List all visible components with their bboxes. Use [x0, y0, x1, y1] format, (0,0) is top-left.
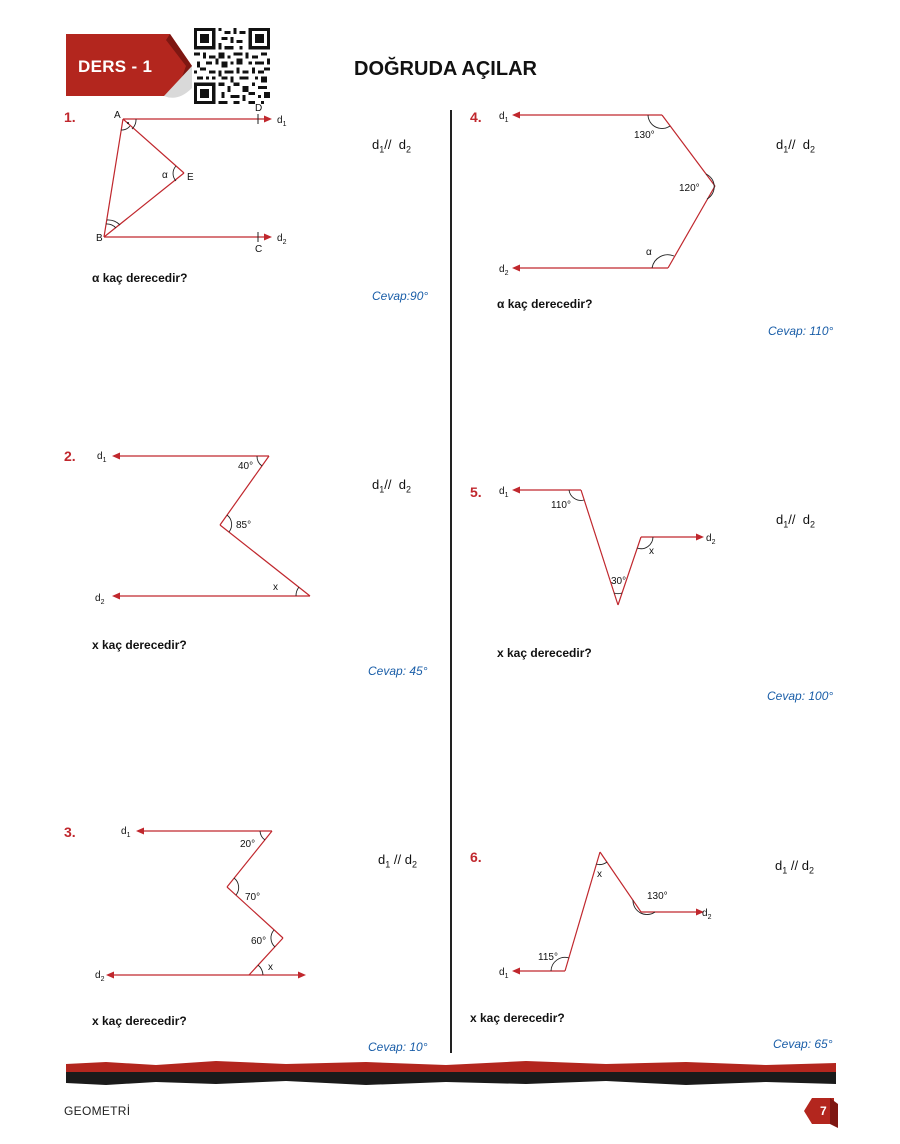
page-number: 7 — [820, 1104, 827, 1118]
d2-label: $d_2$ — [95, 593, 105, 606]
problem-6-condition: $d_1 // d_2$ — [775, 858, 814, 876]
qr-code[interactable] — [194, 28, 270, 104]
d1-label: $d_1$ — [499, 111, 509, 124]
page-title: DOĞRUDA AÇILAR — [354, 58, 537, 80]
problem-5-figure — [490, 478, 730, 618]
problem-5-condition: $d_1//$ $d_2$ — [776, 512, 815, 530]
problem-6-question: x kaç derecedir? — [470, 1011, 565, 1025]
d2-label: $d_2$ — [702, 908, 712, 921]
x-label: x — [268, 962, 273, 973]
problem-5-question: x kaç derecedir? — [497, 646, 592, 660]
d1-label: $d_1$ — [121, 826, 131, 839]
problem-6-number: 6. — [470, 849, 482, 865]
d1-label: $d_1$ — [277, 115, 287, 128]
angle-85-label: 85° — [236, 520, 252, 531]
x-label: x — [273, 582, 278, 593]
problem-3-figure — [90, 820, 320, 990]
angle-130-label: 130° — [634, 130, 655, 141]
angle-110-label: 110° — [551, 500, 571, 511]
problem-2-number: 2. — [64, 448, 76, 464]
problem-2-answer: Cevap: 45° — [368, 664, 428, 678]
d2-label: $d_2$ — [706, 533, 716, 546]
d2-label: $d_2$ — [499, 264, 509, 277]
d1-label: $d_1$ — [97, 451, 107, 464]
x-label: x — [649, 546, 654, 557]
problem-5-answer: Cevap: 100° — [767, 689, 834, 703]
angle-120-label: 120° — [679, 183, 700, 194]
problem-4-figure — [490, 104, 730, 284]
problem-3-number: 3. — [64, 824, 76, 840]
x-label: x — [597, 869, 602, 880]
problem-4-answer: Cevap: 110° — [768, 324, 834, 338]
d1-label: $d_1$ — [499, 486, 509, 499]
angle-70-label: 70° — [245, 892, 261, 903]
problem-3-answer: Cevap: 10° — [368, 1040, 428, 1054]
problem-1-question: α kaç derecedir? — [92, 271, 188, 285]
d1-label: $d_1$ — [499, 967, 509, 980]
problem-1-answer: Cevap:90° — [372, 289, 429, 303]
d2-label: $d_2$ — [277, 233, 287, 246]
angle-130-label: 130° — [647, 891, 668, 902]
angle-20-label: 20° — [240, 839, 256, 850]
problem-5-number: 5. — [470, 484, 482, 500]
problem-4-number: 4. — [470, 109, 482, 125]
point-d-label: D — [255, 103, 263, 114]
footer-band — [66, 1058, 836, 1090]
point-e-label: E — [187, 172, 194, 183]
column-divider — [450, 110, 452, 1053]
problem-1-figure — [80, 100, 310, 260]
problem-3-question: x kaç derecedir? — [92, 1014, 187, 1028]
angle-60-label: 60° — [251, 936, 267, 947]
problem-1-number: 1. — [64, 109, 76, 125]
problem-6-figure — [490, 840, 730, 990]
lesson-label: DERS - 1 — [78, 57, 153, 76]
problem-2-question: x kaç derecedir? — [92, 638, 187, 652]
point-b-label: B — [96, 233, 103, 244]
angle-30-label: 30° — [611, 576, 627, 587]
angle-115-label: 115° — [538, 952, 558, 963]
footer-subject: GEOMETRİ — [64, 1104, 131, 1118]
problem-4-question: α kaç derecedir? — [497, 297, 593, 311]
problem-6-answer: Cevap: 65° — [773, 1037, 833, 1051]
alpha-label: α — [162, 170, 168, 181]
problem-2-condition: $d_1//$ $d_2$ — [372, 477, 411, 495]
problem-4-condition: $d_1//$ $d_2$ — [776, 137, 815, 155]
alpha-label: α — [646, 247, 652, 258]
angle-40-label: 40° — [238, 461, 254, 472]
problem-1-condition: $d_1//$ $d_2$ — [372, 137, 411, 155]
problem-3-condition: $d_1 // d_2$ — [378, 852, 417, 870]
point-a-label: A — [114, 110, 121, 121]
point-c-label: C — [255, 244, 263, 255]
problem-2-figure — [90, 446, 320, 606]
d2-label: $d_2$ — [95, 970, 105, 983]
